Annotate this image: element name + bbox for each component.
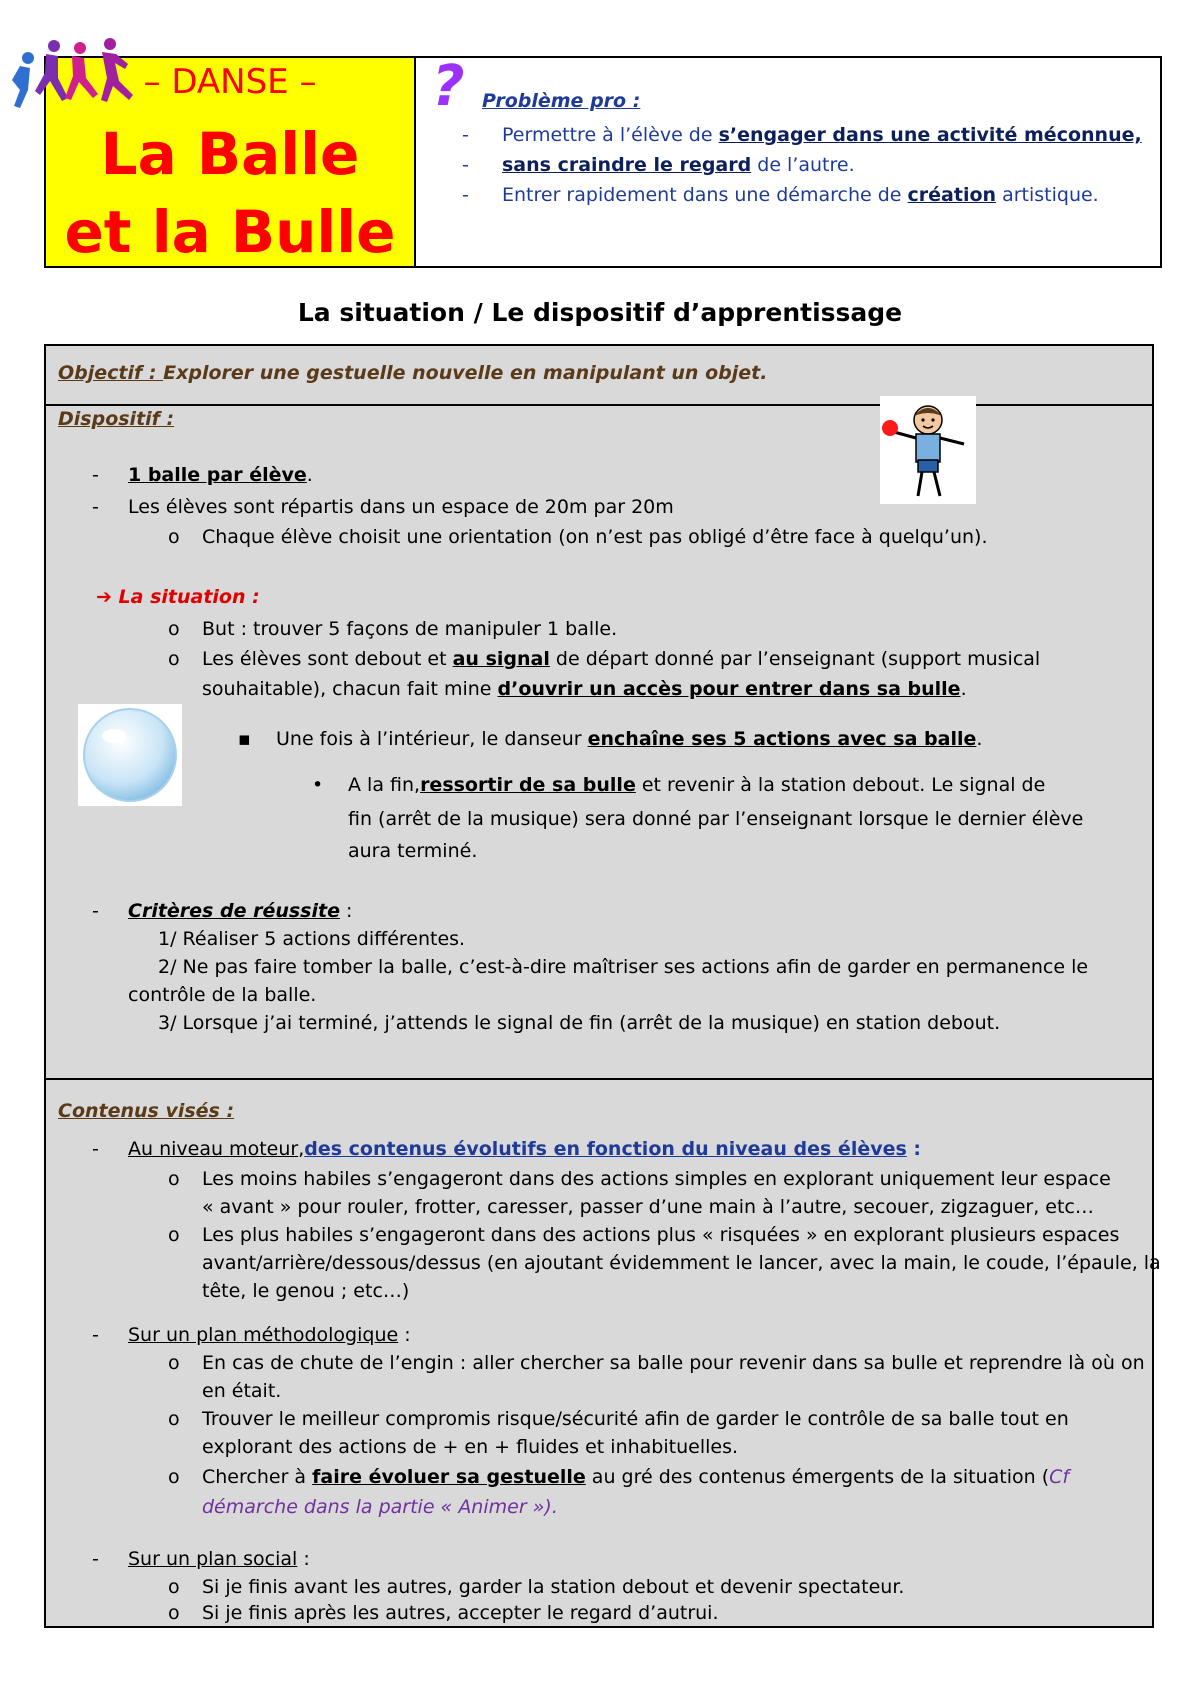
danse-label: – DANSE – [143,62,317,102]
methodo-item-1: o En cas de chute de l’engin : aller chercher sa balle pour revenir dans sa bulle et reprendre là où on [168,1352,1145,1374]
methodo-item-3-line-2: démarche dans la partie « Animer »). [202,1496,558,1518]
title-line-1: La Balle [100,120,360,188]
methodo-item-2: o Trouver le meilleur compromis risque/sécurité afin de garder le contrôle de sa balle tout en [168,1408,1069,1430]
situation-item-4-line-3: aura terminé. [348,840,478,862]
situation-label: ➔ La situation : [96,586,260,608]
situation-item-3: ▪ Une fois à l’intérieur, le danseur enchaîne ses 5 actions avec sa balle. [238,728,983,750]
contenus-methodo: - Sur un plan méthodologique : [92,1324,411,1346]
question-mark-icon: ? [432,54,465,119]
situation-item-4-line-2: fin (arrêt de la musique) sera donné par l’enseignant lorsque le dernier élève [348,808,1084,830]
problem-line-3: - Entrer rapidement dans une démarche de création artistique. [462,184,1099,206]
dispositif-label: Dispositif : [58,408,175,430]
moteur-item-1-line-2: « avant » pour rouler, frotter, caresser, passer d’une main à l’autre, secouer, zigzaguer, etc… [202,1196,1094,1218]
contenus-label: Contenus visés : [58,1100,235,1122]
problem-line-2: - sans craindre le regard de l’autre. [462,154,855,176]
divider-objectif [44,404,1154,406]
section-title: La situation / Le dispositif d’apprentissage [297,298,903,327]
title-line-2: et la Bulle [64,198,396,266]
social-item-1: o Si je finis avant les autres, garder la station debout et devenir spectateur. [168,1576,905,1598]
boy-with-ball-icon [880,396,976,504]
moteur-item-2: o Les plus habiles s’engageront dans des actions plus « risquées » en explorant plusieurs espaces [168,1224,1120,1246]
critere-1: 1/ Réaliser 5 actions différentes. [158,928,466,950]
dispositif-item-2: - Les élèves sont répartis dans un espace de 20m par 20m [92,496,674,518]
problem-label: Problème pro : [482,90,641,112]
methodo-item-1-line-2: en était. [202,1380,282,1402]
criteres-row: - Critères de réussite : [92,900,353,922]
methodo-item-3: o Chercher à faire évoluer sa gestuelle au gré des contenus émergents de la situation (Cf [168,1466,1070,1488]
contenus-social: - Sur un plan social : [92,1548,310,1570]
moteur-item-2-line-2: avant/arrière/dessous/dessus (en ajoutant évidemment le lancer, avec la main, le coude, l’épaule, la [202,1252,1161,1274]
moteur-item-2-line-3: tête, le genou ; etc…) [202,1280,410,1302]
situation-item-2: o Les élèves sont debout et au signal de départ donné par l’enseignant (support musical [168,648,1041,670]
situation-item-4: • A la fin,ressortir de sa bulle et revenir à la station debout. Le signal de [312,774,1046,796]
dispositif-item-1: - 1 balle par élève. [92,464,313,486]
dispositif-item-2-sub: o Chaque élève choisit une orientation (on n’est pas obligé d’être face à quelqu’un). [168,526,988,548]
objectif-label: Objectif : [58,362,164,384]
critere-2: 2/ Ne pas faire tomber la balle, c’est-à-dire maîtriser ses actions afin de garder en permanence le [158,956,1089,978]
divider-contenus [44,1078,1154,1080]
objectif-row [58,360,767,386]
bubble-icon [78,704,182,806]
methodo-item-2-line-2: explorant des actions de + en + fluides et inhabituelles. [202,1436,739,1458]
moteur-item-1: o Les moins habiles s’engageront dans des actions simples en explorant uniquement leur espace [168,1168,1111,1190]
objectif-text: Explorer une gestuelle nouvelle en manipulant un objet. [163,362,768,384]
situation-item-1: o But : trouver 5 façons de manipuler 1 balle. [168,618,618,640]
social-item-2: o Si je finis après les autres, accepter le regard d’autrui. [168,1602,719,1624]
critere-2-line-2: contrôle de la balle. [128,984,317,1006]
arrow-right-icon: ➔ [96,586,112,608]
situation-item-2-line-2: souhaitable), chacun fait mine d’ouvrir un accès pour entrer dans sa bulle. [202,678,967,700]
problem-line-1: - Permettre à l’élève de s’engager dans une activité méconnue, [462,124,1142,146]
contenus-moteur: - Au niveau moteur,des contenus évolutifs en fonction du niveau des élèves : [92,1138,922,1160]
critere-3: 3/ Lorsque j’ai terminé, j’attends le signal de fin (arrêt de la musique) en station debout. [158,1012,1001,1034]
